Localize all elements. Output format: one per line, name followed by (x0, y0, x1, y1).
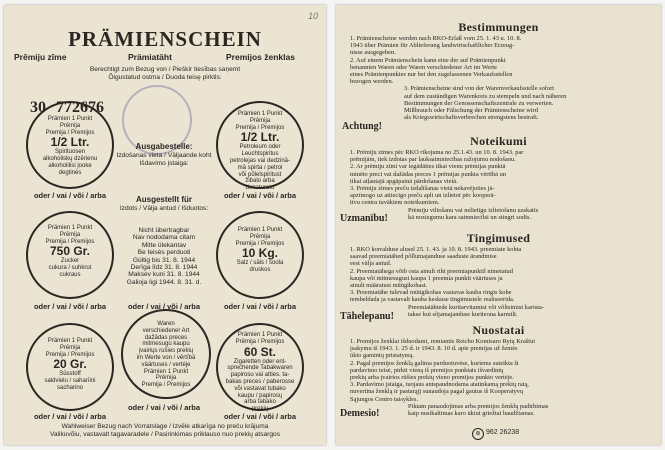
issuing-office-lv: Izdošanas vieta / Väljaande koht (116, 152, 212, 159)
warning-lithuanian: Demesio! (340, 408, 380, 419)
premium-coupon-back (336, 5, 661, 445)
intro-line-2: Õigustatud ostma / Duoda teisę pirktis: (108, 74, 222, 81)
serial-number: 772676 (56, 99, 104, 116)
warning-estonian: Tähelepanu! (340, 311, 394, 322)
issued-for-translations: Izdots / Välja antud / Išduotos: (119, 205, 209, 212)
printer-logo-icon: ⊛ (472, 428, 484, 440)
heading-lithuanian: Nuostatai (472, 323, 525, 337)
coupon-salt: Prämien 1 Punkt Prēmija Premija / Premijos 10 Kg. Salz / sāls / soola druskos (216, 211, 304, 299)
coupon-cigarettes: Prämien 1 Punkt Prēmija / Premijos 60 St. Zigaretten oder ent- sprechende Tabakwaren papirosu vai atties. ta- bakas preces / paberosse või vastavat tubako kaupu / papirosų arba tabako prekių (216, 323, 304, 411)
or-text: oder / vai / või / arba (33, 412, 107, 421)
issuing-office-label: Ausgabestelle: (135, 142, 193, 151)
or-text: oder / vai / või / arba (127, 403, 201, 412)
print-mark: 962 26238 (486, 429, 520, 436)
serial-prefix: 30 (30, 99, 46, 116)
heading-german: Bestimmungen (458, 20, 539, 34)
german-rules: 1. Prämienscheine werden nach RKO-Erlaß vom 25. 1. 43 u. 10. 8. 1943 über Prämien für Ablieferung landwirtschaftlicher Erzeug- nisse ausgegeben. 2. Auf einem Prämienschein kann eine der auf Prämienpunkt benannten Waren oder Waren verschiedener Art im Werte eines Prämienpunktes nur bei den zugelassenen Verkaufsstellen bezogen werden. 3. Prämienscheine sind von der Warenverkaufsstelle sofort auf dem zuständigen Warenkreis zu stempeln und nach näheren Bestimmungen der Genossenschaftszentrale zu verwerten. Mißbrauch oder Fälschung der Prämienscheine wird als Kriegswirtschaftsverbrechen strengstens bestraft. (350, 35, 567, 122)
or-text: oder / vai / või / arba (223, 191, 297, 200)
pencil-note: 10 (307, 11, 318, 21)
coupon-spirits: Prämien 1 Punkt Prēmija Premija / Premijos 1/2 Ltr. Spirituosen alkoholiskų dzērienu alkoholilisi jooke degtinės (26, 101, 114, 189)
warning-latvian: Uzmanību! (340, 213, 388, 224)
subtitle-estonian: Prämiatäht (128, 52, 172, 62)
coupon-title: PRÄMIENSCHEIN (68, 27, 262, 51)
or-text: oder / vai / või / arba (33, 302, 107, 311)
estonian-rules: 1. RKO korralduse alusel 25. 1. 43. ja 10. 8. 1943. preemiate kohta saavad preemiatähed põllumajanduse saaduste ärandmise eest välja antud. 2. Preemiatähega võib osta ainult riht preemiapunktil nimetatud kaupa või mitmesugust kaupa 1 preemia punkti väärtuses ja ainult määratust müügikohast. 3. Preemiatähe tulevad müügikohas vastavas kauba ringis kohe tembeldada ja vastavalt kauba keskuse tingimustele realiseerida. Preemiatähtede kuritarvitamist või võltsimist karista- takse kui sõjamajanduse kuriteona karmilt. (350, 246, 544, 318)
issuing-office-lt: Išdavimo įstaiga: (139, 160, 189, 167)
heading-estonian: Tingimused (466, 231, 531, 245)
coupon-sugar: Prämien 1 Punkt Prēmija Premija / Premijos 750 Gr. Zucker cukura / suhkrut cukraus (26, 211, 114, 299)
footer-line-1: Wahlweiser Bezug nach Vorratslage / Izvēle atkarīga no preču krājuma (61, 423, 269, 430)
or-text: oder / vai / või / arba (127, 302, 201, 311)
premium-coupon-front (4, 5, 326, 445)
intro-line-1: Berechtigt zum Bezug von / Pieškir tiesības saņemt (89, 66, 241, 73)
coupon-various-goods: Waren verschiedener Art dažādas preces mitmesugu kaupu įvairiųs rušies prekių im Werte von / vērtībā väärtuses / vertėje Prämien 1 Punkt Prēmija Premija / Premijos (121, 309, 211, 399)
subtitle-lithuanian: Premijos ženklas (226, 52, 295, 62)
subtitle-latvian: Prēmiju zīme (14, 52, 67, 62)
heading-latvian: Noteikumi (470, 134, 527, 148)
warning-german: Achtung! (342, 121, 383, 132)
or-text: oder / vai / või / arba (33, 191, 107, 200)
lithuanian-rules: 1. Premijos ženklai išduodami, remiantis Reicho Komisaro Rytų Kraštui įsakymu iš 1943. 1. 25 d. ir 1943. 8. 10 d. apie premijas už žemės ūkio gaminių pristatymą. 2. Pagal premijos ženklą galima parduotuvėse, kuriems suteikta ši pardavimo teisė, pirkti vieną iš premijos punktais išvardintų prekių arba įvairios rūšies prekių vieno premijos punkto vertėje. 3. Pardavimo įstaiga, tuojaus antspaudnodama atatinkamą prekių ratą, nuvertina ženklą ir pastarąjį sunaudoja pagal gautus iš Kooperatyvų Sąjungos Centro taisykles. Piktam panaudojimas arba premijos ženklų padirbimas kaip nusikaltimas karo ūkiui griežtai baudžiamas. (350, 338, 549, 418)
latvian-rules: 1. Prēmiju zīmes pēc RKO rīkojuma no 25.1.43. un 10. 8. 1943. par prēmijām, tiek izdotas par lauksaimniecības ražojumu nodošanu. 2. Ar prēmiju zīmi var iegādāties tikai vienu prēmijas punktā minēto preci vai dažādas preces 1 prēmijas punkta vērtībā un tikai atļautajā apgāpainā pārdošanas vietā. 3. Prēmiju zīmes preču izdalīšanas vietā nekavējoties jā- apzīmogo uz attiecīgo preču apli un izlietot pēc kooperā- tīvu centra tuvākiem noteikumiem. Prēmiju viltošanu vai nelietīgu izlietošanu uzskatīs kā noziegumu kara saimniecībā un stingri sodīs. (350, 149, 539, 221)
coupon-sweetener: Prämien 1 Punkt Prēmija Premija / Premijos 20 Gr. Süsstoff saldvielu / saharīini sacharino (26, 323, 114, 411)
issued-for-label: Ausgestellt für (135, 195, 192, 204)
or-text: oder / vai / või / arba (223, 412, 297, 421)
validity-block: Nicht übertragbar Nav nododama citam Mitte ülekantav Be teisės perduoti Gültig bis 31. 8. 1944 Derīga līdz 31. 8. 1944 Maksev kuni 31. 8. 1944 Galioja ligi 1944. 8. 31. d. (126, 227, 202, 286)
footer-line-2: Valikuvõiu, vastavalt tagavaradele / Pasirinkimas priklauso nuo prekių atsargos (49, 431, 281, 438)
or-text: oder / vai / või / arba (223, 302, 297, 311)
coupon-petroleum: Prämien 1 Punkt Prēmija Premija / Premijos 1/2 Ltr. Petroleum oder Leuchtspiritus petrolejas vai dedzinā- mā spirta / petrol või põlelspiritust žibalo arba denaturato (216, 101, 304, 189)
